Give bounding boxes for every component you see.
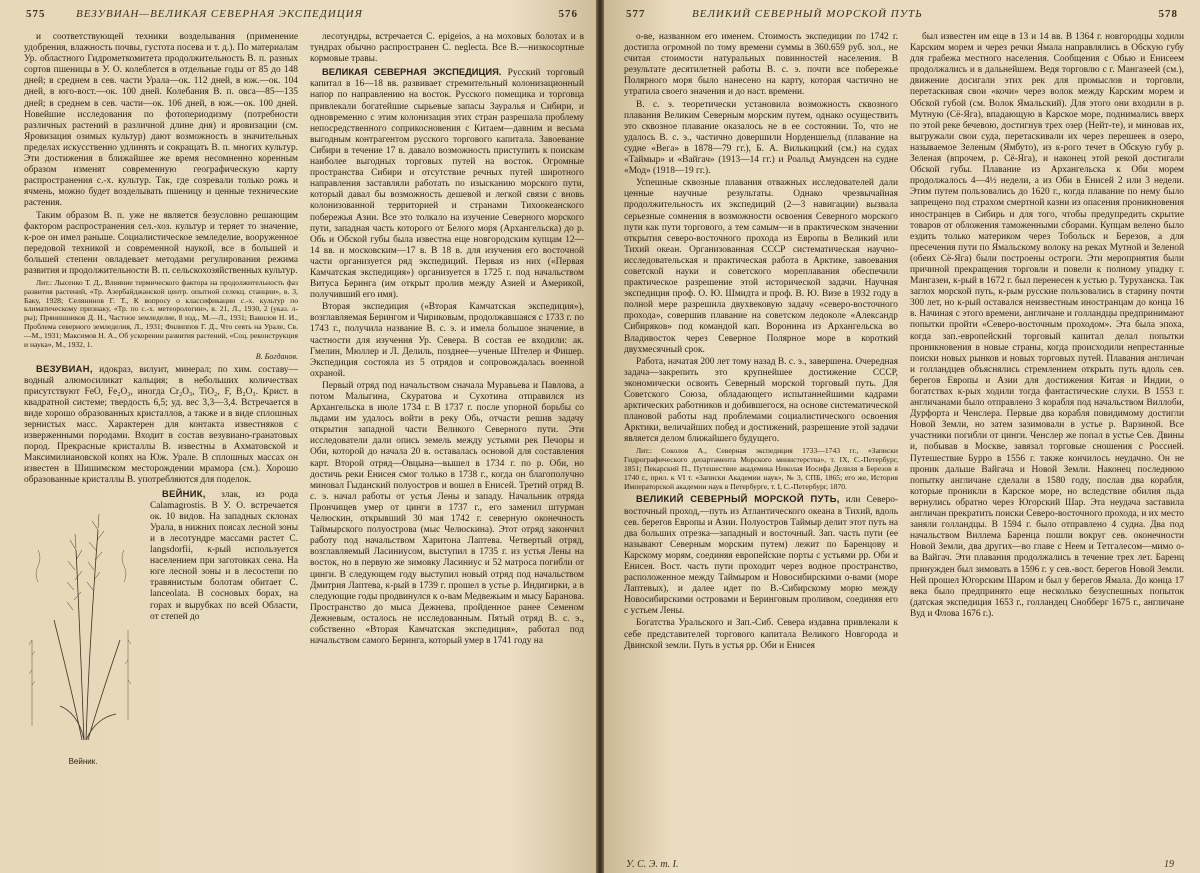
right-footer (626, 859, 1174, 871)
right-page-title: ВЕЛИКИЙ СЕВЕРНЫЙ МОРСКОЙ ПУТЬ (692, 8, 923, 20)
right-column-1 (624, 32, 898, 859)
headword-expedition: ВЕЛИКАЯ СЕВЕРНАЯ ЭКСПЕДИЦИЯ. (322, 66, 502, 78)
paragraph: Успешные сквозные плавания отважных исследователей дали ценные научные результаты. Однако чрезвычайная продолжительность их экспедиций (2—3 навигации) вызвала серьезные сомнения в возможности освоения Северного морского пути как пути торгового, а тем самым—и в практическом значении открытия северо-восточного прохода из Европы в Великий или Тихий океан. Организованная СССР систематическая научно-исследовательская и практическая работа в Арктике, завоевания советской науки и советского мореплавания обеспечили практическое разрешение этой исторической задачи. Научная экспедиция проф. О. Ю. Шмидта и проф. В. Ю. Визе в 1932 году в полной мере разрешила двухвековую задачу «северо-восточного прохода», совершив плавание на советском ледоколе «Александр Сибиряков» под командой кап. Воронина из Архангельска во Владивосток через Северное Полярное море в короткий двухмесячный срок. (624, 178, 898, 355)
headword-vezuvian: ВЕЗУВИАН, (36, 362, 93, 374)
author-signature: В. Богданов. (255, 352, 298, 362)
left-running-head (26, 8, 578, 26)
left-page-title: ВЕЗУВИАН—ВЕЛИКАЯ СЕВЕРНАЯ ЭКСПЕДИЦИЯ (76, 8, 363, 20)
left-columns (24, 32, 584, 859)
paragraph: Первый отряд под начальством сначала Муравьева и Павлова, а потом Малыгина, Скуратова и Сухотина отправился из Архангельска в июле 1734 г. В 1737 г. после упорной борьбы со льдами им удалось войти в реку Обь, отчасти решив задачу открытия западной части Великого Северного пути. Эти исследователи дали опись земель между устьями рек Печоры и Оби, которой до начала 20 в. оставалась основой для составления карт. Второй отряд—Овцына—вышел в 1734 г. по р. Оби, но достичь реки Енисея смог только в 1738 г., когда он благополучно миновал Гыданский полуостров и вошел в Енисей. Третий отряд В. с. э. начал работы от устья Лены и западу. Начальник отряда Прончищев умер от цинги в 1737 г., его заменил штурман Челюскин, открывший 30 мая 1742 г. северную оконечность Таймырского полуострова (мыс Челюскина). Этот отряд закончил работу под начальством Харитона Лаптева. Четвертый отряд, возглавляемый Ласиниусом, выступил в 1735 г. из устья Лены на восток, но в первую же зимовку Ласиниус и 52 матроса погибли от цинги. В следующем году выступил новый отряд под начальством Дмитрия Лаптева, к-рый в 1739 г. прошел в устье р. Индигирки, а в следующие годы продвинулся к о-вам Медвежьим и мысу Баранова. Пространство до мыса Дежнева, пройденное ранее Семеном Дежневым, осталось не исследованным. Пятый отряд В. с. э., собственно «Вторая Камчатская экспедиция», работал под начальством самого Беринга, который умер в 1741 году на (310, 380, 584, 647)
grass-illustration (24, 490, 142, 768)
right-columns (624, 32, 1184, 859)
article-expedition (310, 66, 584, 301)
paragraph: Работа, начатая 200 лет тому назад В. с. э., завершена. Очередная задача—закрепить это крупнейшее достижение СССР, экономически освоить Северный морской торговый путь. Для Советского Союза, обладающего испытаннейшими кадрами арктических работников и добившегося, на основе систематической плановой работы над проблемами социалистического освоения Арктики, величайших побед и достижений, разрешение этой задачи является делом ближайшего будущего. (624, 356, 898, 445)
vezuvian-text: идокраз, вилуит, минерал; по хим. составу—водный алюмосиликат кальция; в небольших количествах присутствуют FeO, Fe₂O₃, иногда Cr₂O₃, TiO₂, F, B₂O₃. Крист. в квадратной системе; твердость 6,5; уд. вес 3,3—3,4. Встречается в виде хорошо образованных кристаллов, а также и в виде сплошных зернистых масс. Характерен для контакта известняков с изверженными породами. Входит в состав везувиано-гранатовых пород. Прекрасные кристаллы В. известны в Ахматовской и Максимилиановской копях на Юж. Урале. В сплошных массах он известен в Шишимском месторождении мрамора (см.). Хорошо образованные кристаллы В. употребляются для поделок. (24, 364, 298, 486)
figure-veinik (24, 490, 142, 768)
paragraph: Вторая экспедиция («Вторая Камчатская экспедиция»), возглавляемая Берингом и Чириковым, продолжавшаяся с 1733 г. по 1743 г., получила название В. с. э. и имела большое значение, в частности для изучения Ур. Севера. В состав ее входили: ак. Гмелин, Мюллер и Л. Делиль, позднее—ученые Штелер и Фишер. Экспедиция состояла из 5 отрядов и сопровождалась военной охраной. (310, 302, 584, 379)
signature-mark: У. С. Э. т. I. (626, 859, 679, 870)
left-column-1 (24, 32, 298, 859)
page-number-576: 576 (558, 8, 578, 20)
headword-route: ВЕЛИКИЙ СЕВЕРНЫЙ МОРСКОЙ ПУТЬ, (636, 493, 840, 505)
paragraph: о-ве, названном его именем. Стоимость экспедиции по 1742 г. достигла огромной по тому времени суммы в 360.659 руб. зол., не считая стоимости натуральных повинностей населения. В результате десятилетней работы В. с. э. почти все побережье Полярного моря было нанесено на карту, которая частично не утратила своего значения и до наст. времени. (624, 32, 898, 98)
article-vezuvian (24, 363, 298, 487)
paragraph: Богатства Уральского и Зап.-Сиб. Севера издавна привлекали к себе представителей торгового капитала Великого Новгорода и Двинской земли. Путь в устья рр. Оби и Енисея (624, 618, 898, 651)
article-route (624, 493, 898, 617)
page-number-575: 575 (26, 8, 46, 20)
book-gutter (596, 0, 604, 873)
veinik-text: злак, из рода Calamagrostis. В У. О. встречается ок. 10 видов. На западных склонах Урала, в нижних поясах лесной зоны и в лесотундре массами растет C. langsdorfii, к-рый используется населением при заготовках сена. На юге лесной зоны и в лесостепи по травянистым болотам обитает C. lanceolata. В сосновых борах, на горах и вырубках по всей Области, от степей до (150, 489, 298, 622)
sheet-number: 19 (1164, 859, 1174, 870)
expedition-text: Русский торговый капитал в 16—18 вв. развивает стремительный колонизационный напор по направлению на восток. Русского помещика и торговца привлекали богатейшие сырьевые запасы Зауралья и Сибири, и одновременно с этим колонизация этих стран разрешала проблему непосредственного соприкосновения с Китаем—давним и весьма выгодным контрагентом русского торгового капитала. Завоевание Сибири в течение 17 в. давало возможность приступить к поискам наиболее выгодных торговых путей на восток. Огромные пространства Сибири и отсутствие речных путей широтного направления заставляли работать по изысканию морского пути, который давал бы возможность дешевой и легкой связи с вновь колонизованной территорией и странами Тихоокеанского побережья Азии. Все это толкало на изучение Северного морского пути, западная часть которого от Белого моря (Архангельска) до р. Обь и Обской губы была известна еще новгородским купцам 12—14 вв. и московским—17 в. В 18 в. для изучения его восточной части организуется ряд экспедиций. Первая из них («Первая Камчатская экспедиция») организуется в 1725 г. под начальством Витуса Беринга (им открыт пролив между Азией и Америкой, получивший его имя). (310, 68, 584, 301)
right-running-head (626, 8, 1178, 26)
right-page (600, 0, 1200, 873)
paragraph: лесотундры, встречается C. epigeios, а на моховых болотах и в тундрах обычно распространен C. neglecta. Все В.—низкосортные кормовые травы. (310, 32, 584, 65)
route-text: или Северо-восточный проход,—путь из Атлантического океана в Тихий, вдоль сев. берегов Европы и Азии. Полуостров Таймыр делит этот путь на два больших отрезка—западный и восточный. Зап. часть пути (ее называют Северным морским путем) лежит по Баренцову и Карскому морям, соединяя европейские порты с устьями рр. Оби и Енисея. Вост. часть пути проходит через водное пространство, расположенное между Таймыром и Новосибирскими о-вами (море Лаптевых), и далее идет по В.-Сибирскому морю между Новосибирскими островами и Беринговым проливом, соединяя его с устьем Лены. (624, 495, 898, 617)
page-number-578: 578 (1158, 8, 1178, 20)
literature-note: Лит.: Лысенко Т. Д., Влияние термического фактора на продолжительность фаз развития растений, «Тр. Азербайджанской центр. опытной селекц. станции», в. 3, Баку, 1928; Селянинов Г. Т., К вопросу о классификации с.-х. культур по климатическому признаку, «Тр. по с.-х. метеорологии», в. 21, Л., 1930, 2 (указ. л-ры); Прянишников Д. Н., Частное земледелие, 8 изд., М.—Л., 1931; Вавилов Н. И., Проблема северного земледелия, Л., 1931; Филиппов Г. Д., Что сеять на Урале, Св.—М., 1931; Максимов Н. А., Об ускорении развития растений, «Соц. реконструкция и наука», М., 1932, 1. (24, 278, 298, 349)
left-column-2 (310, 32, 584, 859)
paragraph: В. с. э. теоретически установила возможность сквозного плавания Великим Северным морским путем, однако осуществить это сквозное плавание оказалось не в ее состоянии. То, что не удалось В. с. э., частично довершили Норденшельд (плавание на судне «Вега» в 1878—79 гг.), Б. А. Вилькицкий (см.) на судах «Таймыр» и «Вайгач» (1913—14 гг.) и Роальд Амундсен на судне «Мод» (1918—19 гг.). (624, 99, 898, 177)
literature-note: Лит.: Соколов А., Северная экспедиция 1733—1743 гг., «Записки Гидрографического департамента Морского министерства», т. IX, С.-Петербург, 1851; Пекарский П., Путешествие академика Николая Иосифа Делиля в Березов в 1740 г., прил. к VI т. «Записки Академии наук», № 3, СПБ, 1865; его же, История Императорской академии наук в Петербурге, т. I, С.-Петербург, 1870. (624, 446, 898, 491)
figure-caption: Вейник. (68, 757, 98, 767)
headword-veinik: ВЕЙНИК, (162, 487, 206, 499)
page-number-577: 577 (626, 8, 646, 20)
paragraph: был известен им еще в 13 и 14 вв. В 1364 г. новгородцы ходили Карским морем и через речки Ямала направлялись в Обскую губу для грабежа местного населения. Сообщения с Обью и Енисеем продолжались и в дальнейшем. Ведя торговлю с г. Мангазеей (см.), движение досигали этих рек для промыслов и торговли, перетаскивая свои «кочи» через волок между Карским морем и Обской губой (см. Волок Ямальский). Для этого они входили в р. Мутную (Сё-Яга), впадающую в Карское море, поднимались вверх по этой реке бечевою, достигнув трех озер (Нейт-те), и миновав их, выгружали свои суда, перетаскивали их через перешеек в озеро, называемое Зеленым (Ямбуто), из к-рого течет в Обскую губу р. Зеленая (впрочем, р. Сё-Яга), и наконец этой рекой достигали Обской губы. Плавание из Архангельска к Оби морем продолжалось 4—4½ недели, а из Оби в Енисей 2 или 3 недели. Этим путем пользовались до 1620 г., когда плавание по нему было запрещено под страхом смертной казни из опасения проникновения иностранцев в Сибирь и для того, чтобы предупредить скрытие товаров от обложения таможенными сборами. Купцам велено было ездить только материком через Тобольск и Березов, а для пресечения пути по Ямальскому волоку на реках Мутной и Зеленой (обеих Сё-Яга) были построены остроги. Эти мероприятия были причиной прекращения торговли и повели к полному упадку г. Мангазеи, к-рый в 1672 г. был перенесен к устью р. Туруханска. Так заглох морской путь, к-рым русские пользовались в старину почти 300 лет, но к-рый оставался неизвестным иностранцам до конца 16 в. Начиная с этого времени, англичане и голландцы предпринимают попытки пройти «Северо-восточным проходом». Эта была эпоха, когда зап.-европейский торговый капитал делал попытки проникновения в новые страны, когда происходили непрестанные поиски новых рынков и новых торговых путей. Плавания англичан и голландцев объяснялись стремлением открыть путь вдоль сев. берегов Европы и Азии для достижения Китая и Индии, о богатствах к-рых ходили тогда фантастические слухи. В 1553 г. англичанами было отправлено 3 корабля под начальством Виллоби, Дурфорта и Ченслера. Первые два корабля повидимому достигли Новой Земли, но затем зазимовали в устье р. Варзиной. Все участники погибли от цинги. Ченслер же попал в устье Сев. Двины и, побывав в Москве, завязал торговые сношения с Россией. Путешествие Бурро в 1556 г. также кончилось неудачно. Он не проник дальше Вайгача и Новой Земли. Наконец последнюю попытку англичане сделали в 1580 году, послав два корабля, которые проникли в Карское море, но вследствие обилия льда вернулись обратно через Югорский Шар. Эта неудача заставила англичан прекратить поиски Северо-восточного прохода, и их место заняли голландцы. В 1594 г. было отправлено 4 судна. Два под начальством Виллема Баренца пошли вокруг сев. оконечности Новой Земли, два других—во главе с Неем и Тетгалесом—мимо о-ва Вайгач. Эти плавания продолжались в течение трех лет. Баренц принужден был зимовать в 1596 г. у сев.-вост. берегов Новой Земли. Ней прошел Югорским Шаром и был у берегов Ямала. До конца 17 века было предпринято еще несколько безуспешных попыток (датская экспедиция 1653 г., голландец Снобберг 1675 г., англичане Вуд и Флова 1676 г.). (910, 32, 1184, 619)
right-column-2 (910, 32, 1184, 859)
paragraph: Таким образом В. п. уже не является безусловно решающим фактором распространения сел.-хоз. культур и теряет то значение, к-рое он имел раньше. Социалистическое земледелие, вооруженное передовой техникой и современной наукой, все в большей и большей степени овладевает методами регулирования режима развития и продолжительности В. п. сельскохозяйственных культур. (24, 210, 298, 276)
paragraph: и соответствующей техники возделывания (применение удобрения, влажность почвы, густота посева и т. д.). По материалам Ур. областного Гидрометкомитета продолжительность В. п. разных сортов пшеницы в У. О. колеблется в отдельные годы от 85 до 148 дней; в среднем в сев. части Урала—ок. 112 дней, в юж.—ок. 104 дней, в юго-вост.—ок. 100 дней. Колебания В. п. овса—85—135 дней; в среднем в сев. части—ок. 106 дней, в юж.—ок. 100 дней. Новейшие исследования по фотопериодизму (потребности различных растений в различной длине дня) и яровизации (см. Яровизация озимых культур) дают возможность в значительных пределах искусственно удлинять и сокращать В. п. многих культур. Эти достижения в ближайшее же время несомненно коренным образом изменят современную географическую карту распространения с.-х. культур. Так, где созревали только рожь и ячмень, можно будет возделывать пшеницу и ценные технические растения. (24, 32, 298, 209)
